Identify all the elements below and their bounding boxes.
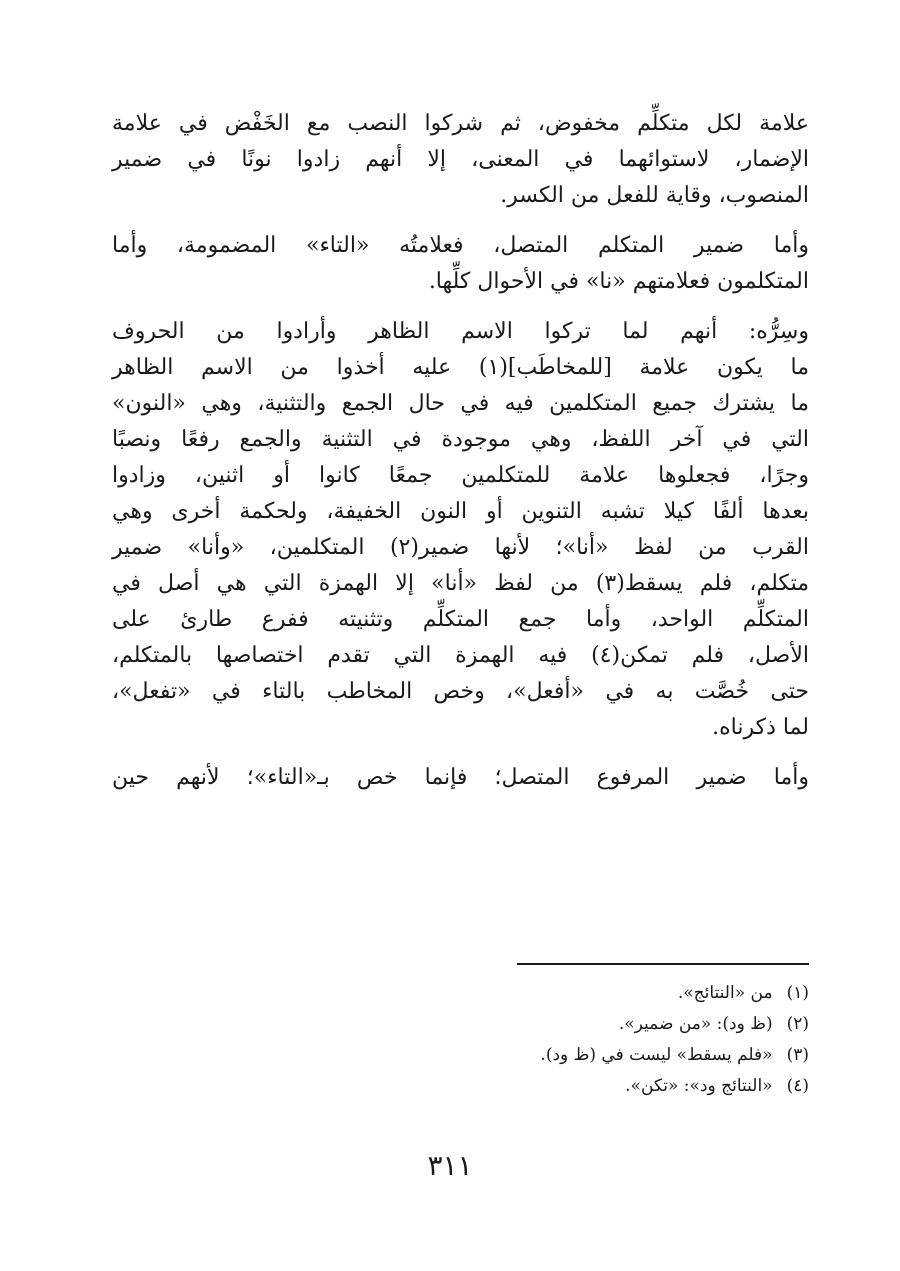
footnote-1 (209, 978, 809, 1009)
text-line: القرب من لفظ «أنا»؛ لأنها ضمير(٢) المتكلمين، «وأنا» ضمير (112, 535, 809, 560)
text-line: وأما ضمير المتكلم المتصل، فعلامتُه «التاء» المضمومة، وأما (112, 233, 809, 258)
text-line: المنصوب، وقاية للفعل من الكسر. (500, 183, 809, 208)
text-line: المتكلمون فعلامتهم «نا» في الأحوال كلِّها. (428, 269, 809, 294)
text-line: الإضمار، لاستوائهما في المعنى، إلا أنهم زادوا نونًا في ضمير (112, 147, 809, 172)
footnote-separator (517, 963, 809, 965)
text-line: حتى خُصَّت به في «أفعل»، وخص المخاطب بالتاء في «تفعل»، (112, 679, 809, 704)
text-line: متكلم، فلم يسقط(٣) من لفظ «أنا» إلا الهمزة التي هي أصل في (112, 571, 809, 596)
footnote-text: «النتائج ود»: «تكن». (625, 1076, 773, 1096)
text-line: ما يكون علامة [للمخاطَب](١) عليه أخذوا من الاسم الظاهر (112, 355, 809, 380)
text-line: بعدها ألفًا كيلا تشبه التنوين أو النون الخفيفة، ولحكمة أخرى وهي (112, 499, 809, 524)
footnote-number: (٢) (786, 1014, 809, 1034)
paragraph-1 (112, 106, 809, 214)
footnote-number: (٣) (786, 1045, 809, 1065)
footnote-number: (٤) (786, 1076, 809, 1096)
main-text (112, 106, 809, 796)
text-line: الأصل، فلم تمكن(٤) فيه الهمزة التي تقدم اختصاصها بالمتكلم، (112, 643, 809, 668)
footnote-text: (ظ ود): «من ضمير». (618, 1014, 773, 1034)
paragraph-gap (112, 300, 809, 314)
paragraph-gap (112, 746, 809, 760)
footnote-3 (209, 1040, 809, 1071)
footnote-2 (209, 1009, 809, 1040)
paragraph-3 (112, 314, 809, 746)
footnotes (209, 978, 809, 1102)
text-line: علامة لكل متكلِّم مخفوض، ثم شركوا النصب مع الخَفْض في علامة (112, 111, 809, 136)
text-line: وسِرُّه: أنهم لما تركوا الاسم الظاهر وأرادوا من الحروف (112, 319, 809, 344)
footnote-text: «فلم يسقط» ليست في (ظ ود). (540, 1045, 773, 1065)
text-line: التي في آخر اللفظ، وهي موجودة في التثنية والجمع رفعًا ونصبًا (112, 427, 809, 452)
paragraph-4 (112, 760, 809, 796)
text-line: وأما ضمير المرفوع المتصل؛ فإنما خص بـ«التاء»؛ لأنهم حين (112, 765, 809, 790)
footnote-text: من «النتائج». (677, 983, 773, 1003)
paragraph-2 (112, 228, 809, 300)
text-line: ما يشترك جميع المتكلمين فيه في حال الجمع والتثنية، وهي «النون» (112, 391, 809, 416)
page-number: ٣١١ (427, 1149, 473, 1182)
text-line: المتكلِّم الواحد، وأما جمع المتكلِّم وتثنيته ففرع طارئ على (112, 607, 809, 632)
text-line: لما ذكرناه. (712, 715, 809, 740)
footnote-4 (209, 1071, 809, 1102)
paragraph-gap (112, 214, 809, 228)
text-line: وجرًا، فجعلوها علامة للمتكلمين جمعًا كانوا أو اثنين، وزادوا (112, 463, 809, 488)
footnote-number: (١) (786, 983, 809, 1003)
